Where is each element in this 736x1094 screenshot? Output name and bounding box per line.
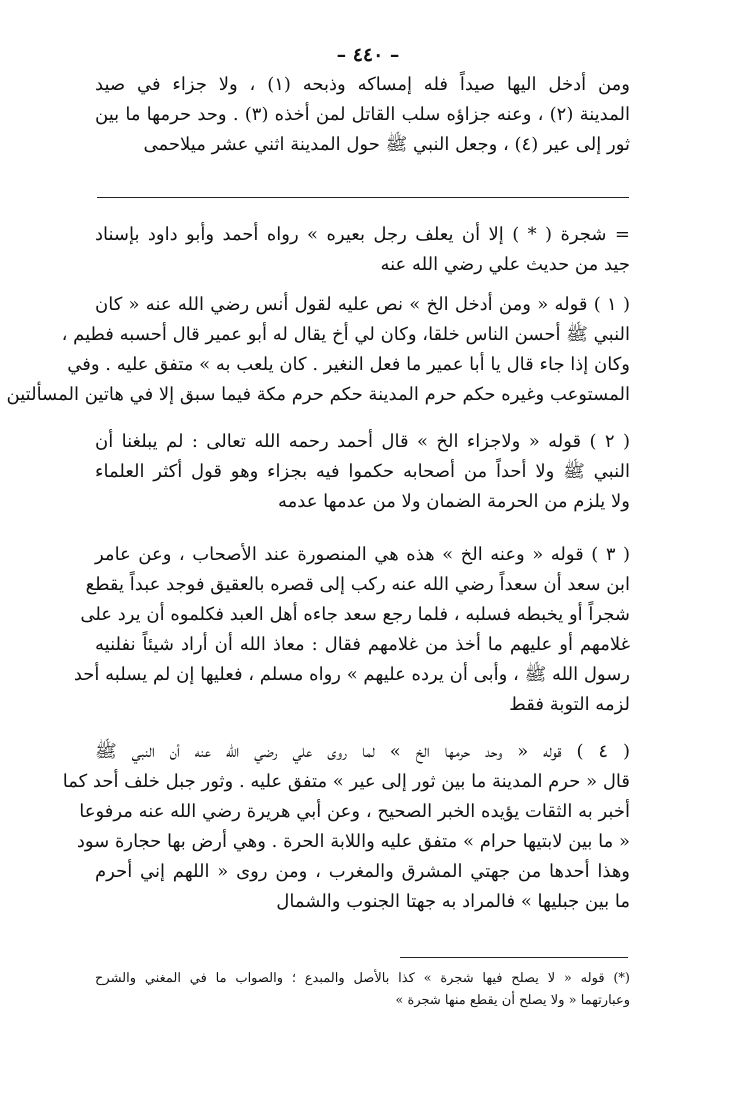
- commentary-continuation: [95, 220, 630, 280]
- footnote-line: (*) قوله « لا يصلح فيها شجرة » كذا بالأصل والمبدع ؛ والصواب ما في المغني والشرح: [95, 971, 630, 986]
- note-2: [95, 427, 630, 517]
- text-line: المدينة (٢) ، وعنه جزاؤه سلب القاتل لمن أخذه (٣) . وحد حرمها ما بين: [95, 104, 631, 125]
- text-line: ابن سعد أن سعداً رضي الله عنه ركب إلى قصره بالعقيق فوجد عبداً يقطع: [85, 574, 630, 595]
- text-line: ( ٢ ) قوله « ولاجزاء الخ » قال أحمد رحمه الله تعالى : لم يبلغنا أن: [95, 431, 630, 452]
- text-line: ولا يلزم من الحرمة الضمان ولا من عدمها عدمه: [277, 491, 630, 512]
- text-line: غلامهم أو عليهم ما أخذ من غلامهم فقال : معاذ الله أن أراد شيئاً نفلنيه: [95, 634, 630, 655]
- text-line: رسول الله ﷺ ، وأبى أن يرده عليهم » رواه مسلم ، فعليها إن لم يسلبه أحد: [73, 664, 630, 685]
- text-line: النبي ﷺ ولا أحداً من أصحابه حكموا فيه بجزاء وهو قول أكثر العلماء: [95, 461, 630, 482]
- page-number: – ٤٤٠ –: [336, 44, 400, 66]
- separator-rule: [97, 197, 629, 198]
- text-line: شجراً أو يخبطه فسلبه ، فلما رجع سعد جاءه أهل العبد فكلموه أن يرد على: [80, 604, 630, 625]
- text-line: قال « حرم المدينة ما بين ثور إلى عير » متفق عليه . وثور جبل خلف أحد كما: [62, 771, 630, 792]
- note-3: [73, 540, 631, 720]
- text-line: جيد من حديث علي رضي الله عنه: [380, 254, 630, 275]
- text-line: ثور إلى عير (٤) ، وجعل النبي ﷺ حول المدينة اثني عشر ميلاحمى: [143, 134, 630, 155]
- text-line: وهذا أحدها من جهتي المشرق والمغرب ، ومن روى « اللهم إني أحرم: [95, 861, 630, 882]
- footnote-line: وعبارتهما « ولا يصلح أن يقطع منها شجرة »: [395, 993, 630, 1008]
- text-line: وكان إذا جاء قال يا أبا عمير ما فعل النغير . كان يلعب به » متفق عليه . وفي: [67, 354, 630, 375]
- note-1: [6, 290, 630, 410]
- note-4: [62, 737, 630, 917]
- text-line: « ما بين لابتيها حرام » متفق عليه واللابة الحرة . وهي أرض بها حجارة سود: [76, 831, 630, 852]
- text-line: = شجرة ( * ) إلا أن يعلف رجل بعيره » رواه أحمد وأبو داود بإسناد: [95, 224, 630, 245]
- text-line: ما بين جبليها » فالمراد به جهتا الجنوب والشمال: [276, 891, 630, 912]
- text-line: ( ١ ) قوله « ومن أدخل الخ » نص عليه لقول أنس رضي الله عنه « كان: [95, 294, 630, 315]
- main-text: [95, 70, 630, 160]
- footnote: [95, 968, 630, 1012]
- text-line: ( ٤ ) قوله « وحد حرمها الخ » لما روى علي رضي الله عنه أن النبي ﷺ: [95, 741, 630, 762]
- footnote-rule: [400, 957, 628, 958]
- text-line: ومن أدخل اليها صيداً فله إمساكه وذبحه (١) ، ولا جزاء في صيد: [95, 74, 630, 95]
- text-line: النبي ﷺ أحسن الناس خلقا، وكان لي أخ يقال له أبو عمير قال أحسبه فطيم ،: [61, 324, 630, 345]
- text-line: أخبر به الثقات يؤيده الخبر الصحيح ، وعن أبي هريرة رضي الله عنه مرفوعا: [79, 801, 630, 822]
- text-line: لزمه التوبة فقط: [509, 694, 630, 715]
- text-line: المستوعب وغيره حكم حرم المدينة حكم حرم مكة فيما سبق إلا في هاتين المسألتين: [6, 384, 630, 405]
- text-line: ( ٣ ) قوله « وعنه الخ » هذه هي المنصورة عند الأصحاب ، وعن عامر: [95, 544, 631, 565]
